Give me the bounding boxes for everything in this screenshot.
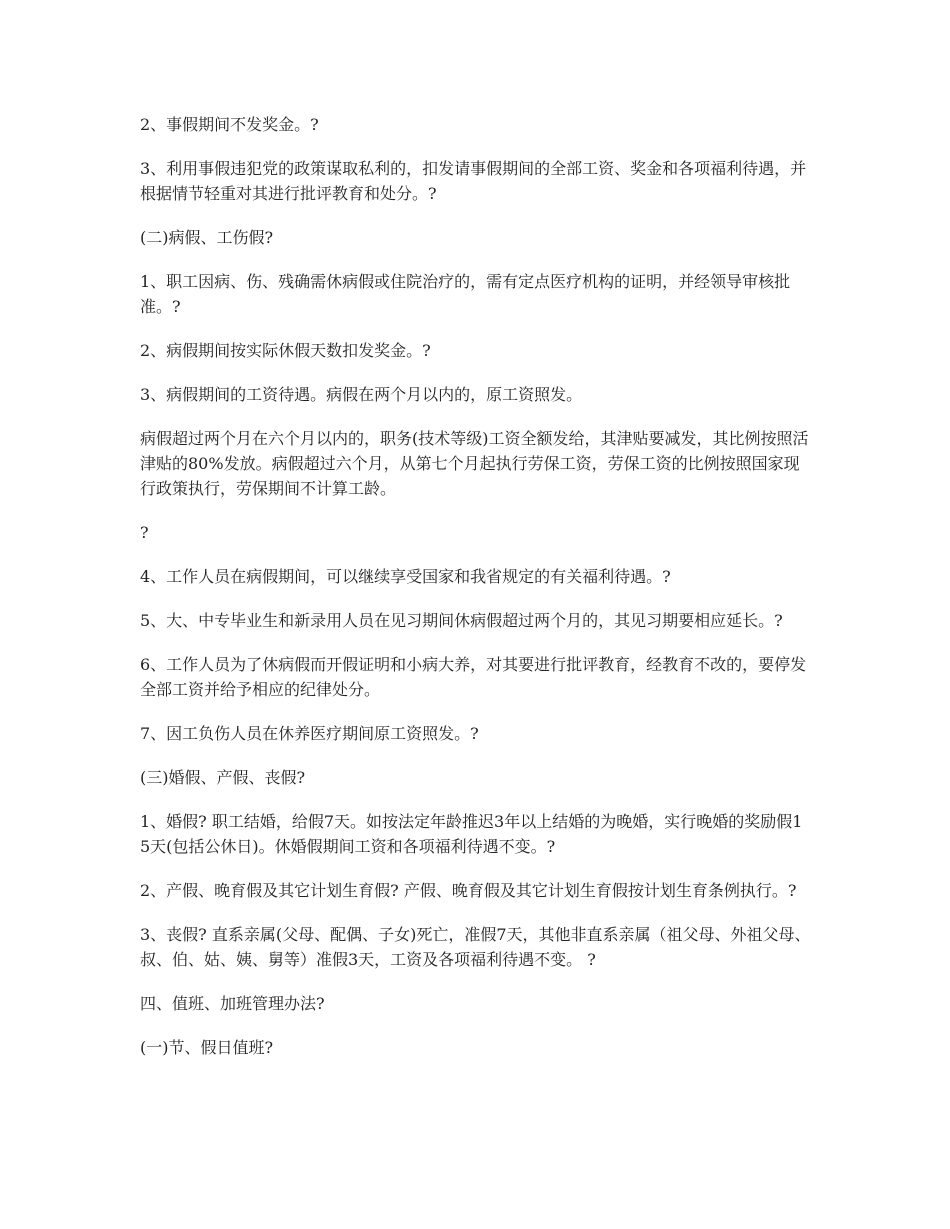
section-heading: (三)婚假、产假、丧假?: [140, 768, 306, 787]
paragraph: ?: [140, 523, 149, 542]
paragraph: 2、事假期间不发奖金。?: [140, 115, 319, 134]
section-heading: (一)节、假日值班?: [140, 1038, 274, 1057]
paragraph: 4、工作人员在病假期间，可以继续享受国家和我省规定的有关福利待遇。?: [140, 567, 671, 586]
section-heading: 四、值班、加班管理办法?: [140, 994, 325, 1013]
paragraph: 6、工作人员为了休病假而开假证明和小病大养，对其要进行批评教育，经教育不改的，要停发全部工资并给予相应的纪律处分。: [140, 655, 807, 699]
paragraph: 1、婚假? 职工结婚，给假7天。如按法定年龄推迟3年以上结婚的为晚婚，实行晚婚的奖励假15天(包括公休日)。休婚假期间工资和各项福利待遇不变。?: [140, 812, 803, 856]
paragraph: 病假超过两个月在六个月以内的，职务(技术等级)工资全额发给，其津贴要减发，其比例按照活津贴的80%发放。病假超过六个月，从第七个月起执行劳保工资，劳保工资的比例按照国家现行政策执行，劳保期间不计算工龄。: [140, 429, 809, 498]
paragraph: 5、大、中专毕业生和新录用人员在见习期间休病假超过两个月的，其见习期要相应延长。?: [140, 611, 783, 630]
document-page: [140, 112, 812, 1079]
paragraph: 7、因工负伤人员在休养医疗期间原工资照发。?: [140, 724, 479, 743]
paragraph: 3、利用事假违犯党的政策谋取私利的，扣发请事假期间的全部工资、奖金和各项福利待遇，并根据情节轻重对其进行批评教育和处分。?: [140, 159, 807, 203]
paragraph: 3、病假期间的工资待遇。病假在两个月以内的，原工资照发。: [140, 385, 583, 404]
paragraph: 2、病假期间按实际休假天数扣发奖金。?: [140, 341, 431, 360]
section-heading: (二)病假、工伤假?: [140, 228, 274, 247]
paragraph: 2、产假、晚育假及其它计划生育假? 产假、晚育假及其它计划生育假按计划生育条例执行。?: [140, 881, 797, 900]
paragraph: 1、职工因病、伤、残确需休病假或住院治疗的，需有定点医疗机构的证明，并经领导审核批准。?: [140, 272, 791, 316]
paragraph: 3、丧假? 直系亲属(父母、配偶、子女)死亡，准假7天，其他非直系亲属（祖父母、外祖父母、叔、伯、姑、姨、舅等）准假3天，工资及各项福利待遇不变。 ?: [140, 925, 811, 969]
